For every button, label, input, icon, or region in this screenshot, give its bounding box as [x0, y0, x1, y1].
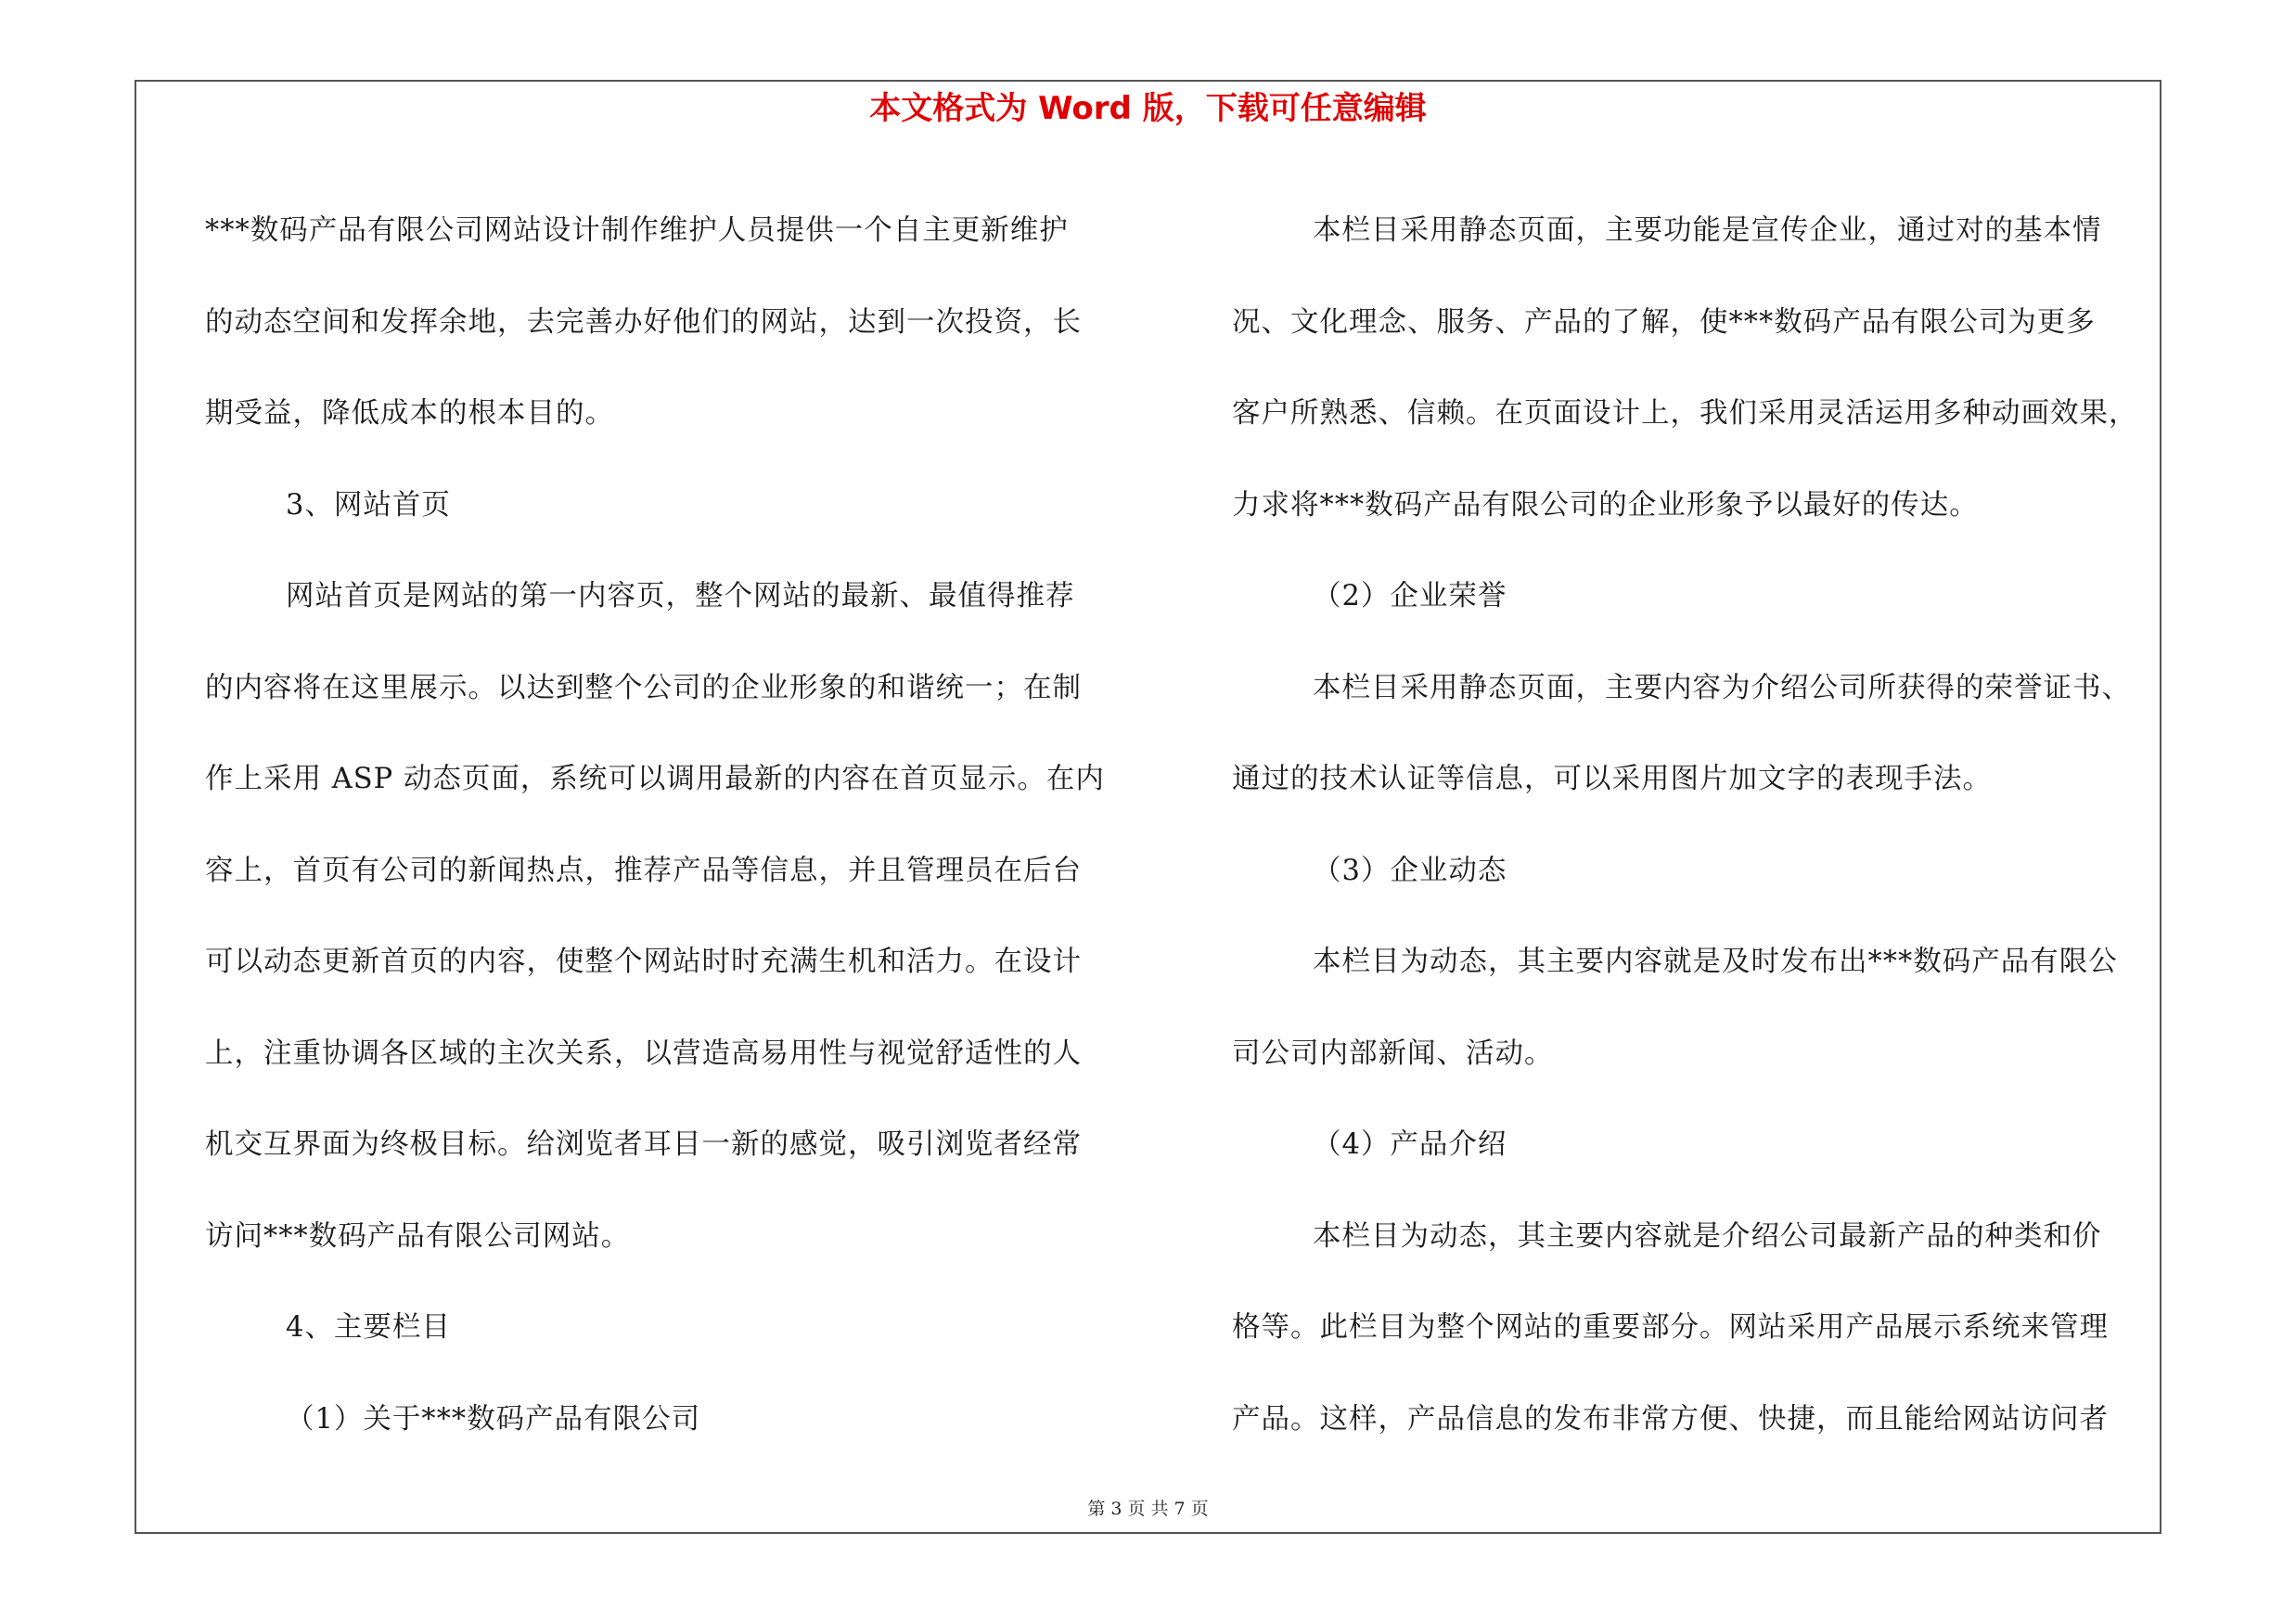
paragraph-line: ***数码产品有限公司网站设计制作维护人员提供一个自主更新维护: [205, 214, 1069, 247]
paragraph-line: 产品。这样，产品信息的发布非常方便、快捷，而且能给网站访问者: [1232, 1402, 2109, 1436]
subsection-heading: （2）企业荣誉: [1313, 580, 1507, 612]
paragraph-line: 的内容将在这里展示。以达到整个公司的企业形象的和谐统一；在制: [205, 671, 1082, 704]
subsection-heading: （1）关于***数码产品有限公司: [286, 1402, 701, 1436]
paragraph-line: 机交互界面为终极目标。给浏览者耳目一新的感觉，吸引浏览者经常: [205, 1128, 1082, 1161]
subsection-heading: （4）产品介绍: [1313, 1128, 1507, 1161]
paragraph-line: 通过的技术认证等信息，可以采用图片加文字的表现手法。: [1232, 763, 1992, 795]
page-number-footer: 第 3 页 共 7 页: [1087, 1499, 1209, 1519]
paragraph-line: 访问***数码产品有限公司网站。: [205, 1219, 631, 1253]
paragraph-line: 作上采用 ASP 动态页面，系统可以调用最新的内容在首页显示。在内: [205, 763, 1105, 795]
left-text-column: [205, 186, 1123, 1465]
right-text-column: [1232, 186, 2160, 1465]
paragraph-line: 上，注重协调各区域的主次关系，以营造高易用性与视觉舒适性的人: [205, 1037, 1082, 1070]
paragraph-line: 本栏目为动态，其主要内容就是介绍公司最新产品的种类和价: [1313, 1219, 2102, 1253]
paragraph-line: 本栏目采用静态页面，主要功能是宣传企业，通过对的基本情: [1313, 214, 2102, 247]
paragraph-line: 容上，首页有公司的新闻热点，推荐产品等信息，并且管理员在后台: [205, 854, 1082, 887]
paragraph-line: 网站首页是网站的第一内容页，整个网站的最新、最值得推荐: [286, 580, 1075, 612]
section-heading: 4、主要栏目: [286, 1311, 451, 1344]
paragraph-line: 况、文化理念、服务、产品的了解，使***数码产品有限公司为更多: [1232, 305, 2096, 339]
subsection-heading: （3）企业动态: [1313, 854, 1507, 887]
paragraph-line: 可以动态更新首页的内容，使整个网站时时充满生机和活力。在设计: [205, 946, 1082, 978]
paragraph-line: 期受益，降低成本的根本目的。: [205, 397, 614, 430]
word-format-banner: 本文格式为 Word 版，下载可任意编辑: [869, 90, 1427, 127]
section-heading: 3、网站首页: [286, 488, 451, 522]
paragraph-line: 司公司内部新闻、活动。: [1232, 1037, 1554, 1070]
paragraph-line: 客户所熟悉、信赖。在页面设计上，我们采用灵活运用多种动画效果，: [1232, 397, 2138, 430]
paragraph-line: 的动态空间和发挥余地，去完善办好他们的网站，达到一次投资，长: [205, 305, 1082, 339]
paragraph-line: 本栏目为动态，其主要内容就是及时发布出***数码产品有限公: [1313, 946, 2118, 978]
paragraph-line: 力求将***数码产品有限公司的企业形象予以最好的传达。: [1232, 488, 1979, 522]
paragraph-line: 本栏目采用静态页面，主要内容为介绍公司所获得的荣誉证书、: [1313, 671, 2131, 704]
paragraph-line: 格等。此栏目为整个网站的重要部分。网站采用产品展示系统来管理: [1232, 1311, 2109, 1344]
